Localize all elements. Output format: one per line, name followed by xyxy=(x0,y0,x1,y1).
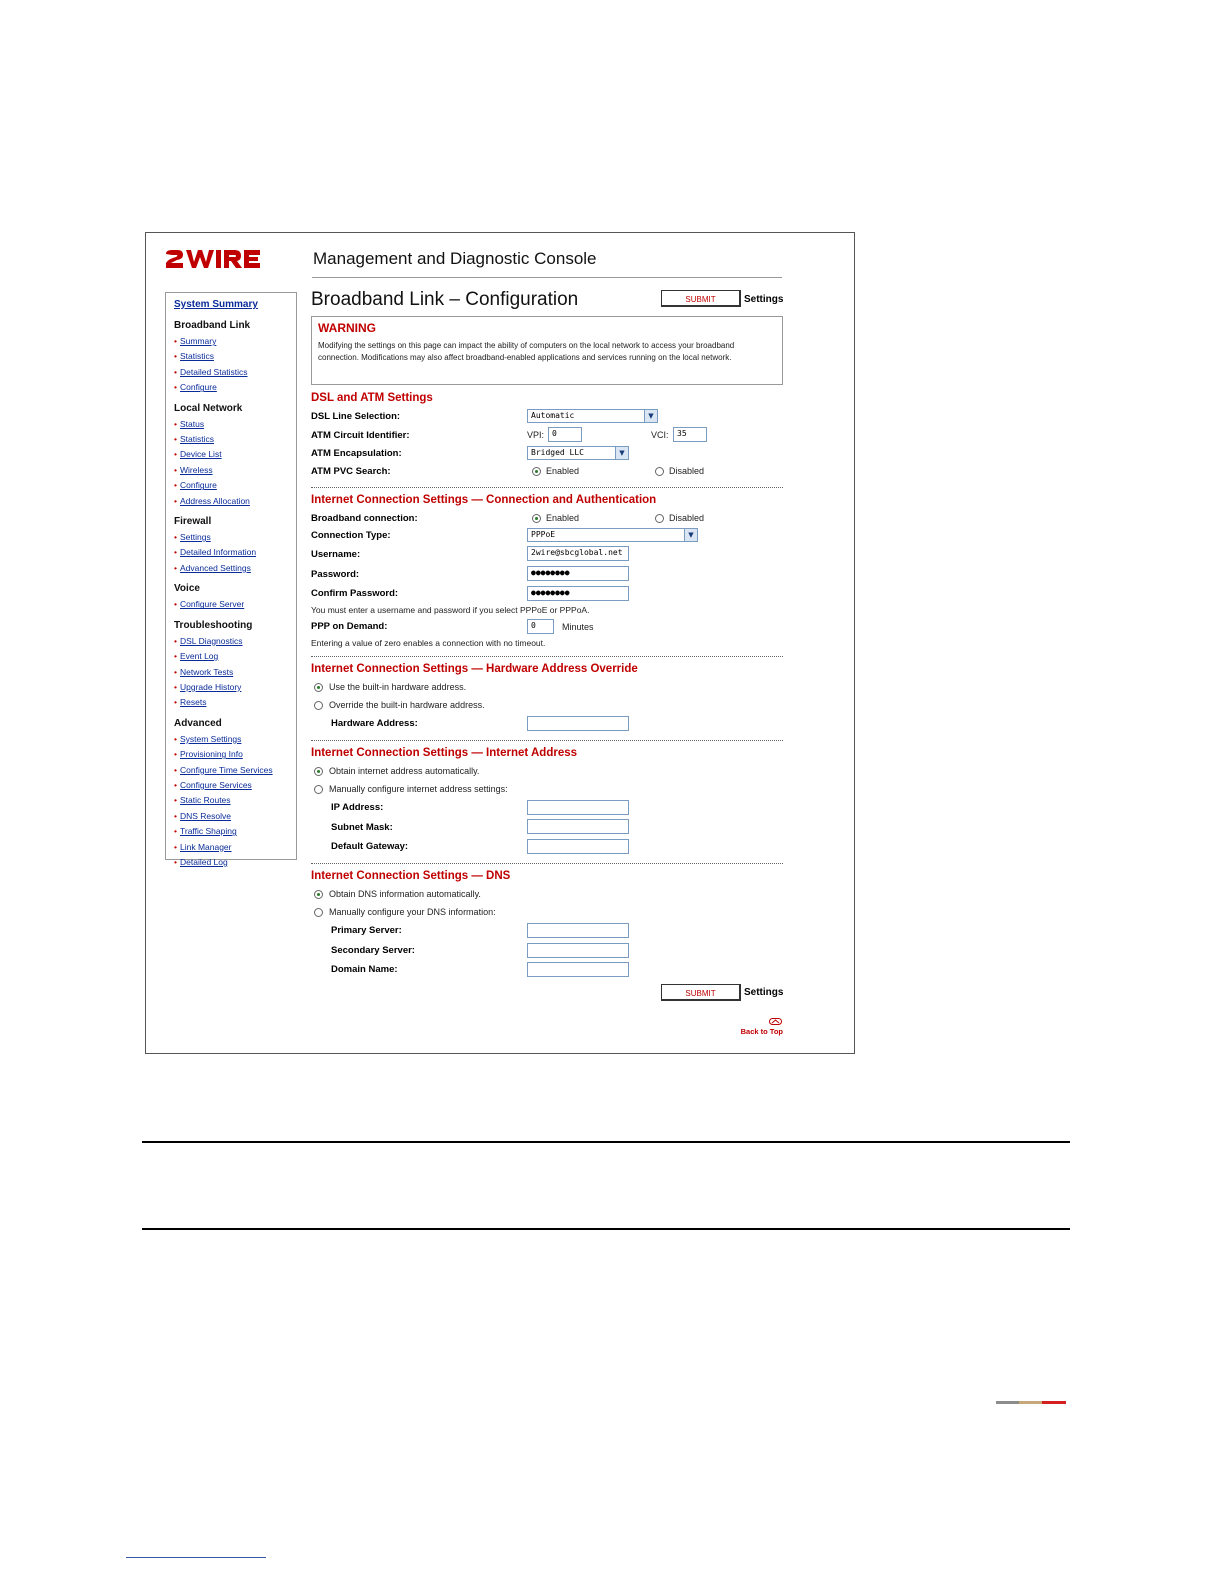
hw-address-label: Hardware Address: xyxy=(331,718,418,729)
ip-manual-label: Manually configure internet address settings: xyxy=(329,784,508,794)
sidebar-link-label: Network Tests xyxy=(179,666,234,677)
sidebar-link[interactable] xyxy=(174,334,296,349)
screenshot-frame xyxy=(145,232,855,1054)
ip-auto-radio[interactable] xyxy=(314,767,323,776)
atm-circuit-label: ATM Circuit Identifier: xyxy=(311,430,410,441)
sidebar-group xyxy=(174,516,296,576)
sidebar-group-title: Broadband Link xyxy=(174,320,251,331)
hw-override-label: Override the built-in hardware address. xyxy=(329,700,485,710)
sidebar-link[interactable] xyxy=(174,432,296,447)
sidebar-link-label: Wireless xyxy=(179,464,213,475)
sidebar-link[interactable] xyxy=(174,349,296,364)
sidebar-link[interactable] xyxy=(174,597,296,612)
sidebar-link-label: Upgrade History xyxy=(179,681,242,692)
sidebar-link[interactable] xyxy=(174,463,296,478)
connection-type-label: Connection Type: xyxy=(311,530,391,541)
sidebar-link[interactable] xyxy=(174,417,296,432)
header-divider xyxy=(312,277,782,278)
color-bar-tan xyxy=(1019,1401,1042,1404)
footer-link-underline[interactable] xyxy=(126,1557,266,1558)
bullet-icon: • xyxy=(174,366,177,377)
sidebar-link-label: Address Allocation xyxy=(179,495,250,506)
ip-address-input[interactable] xyxy=(527,800,629,815)
bullet-icon: • xyxy=(174,495,177,506)
sidebar-link-label: Status xyxy=(179,418,205,429)
section-divider xyxy=(311,656,783,657)
dns-manual-label: Manually configure your DNS information: xyxy=(329,907,496,917)
sidebar-link-label: Detailed Statistics xyxy=(179,366,248,377)
submit-button-bottom[interactable]: SUBMIT xyxy=(661,984,741,1001)
password-label: Password: xyxy=(311,569,360,580)
section-title-connection: Internet Connection Settings — Connection and Authentication xyxy=(311,494,657,506)
settings-label-bottom: Settings xyxy=(744,987,784,998)
warning-title: WARNING xyxy=(318,321,376,335)
sidebar-link-label: Advanced Settings xyxy=(179,562,251,573)
sidebar-link-label: Summary xyxy=(179,336,217,346)
atm-pvc-label: ATM PVC Search: xyxy=(311,466,391,477)
bullet-icon: • xyxy=(174,651,177,662)
sidebar-link-label: Configure Time Services xyxy=(179,764,273,775)
sidebar-link-label: Configure Services xyxy=(179,779,252,790)
sidebar-link[interactable] xyxy=(174,840,296,855)
sidebar-link[interactable] xyxy=(174,665,296,680)
vci-label: VCI: xyxy=(651,430,669,440)
bullet-icon: • xyxy=(174,336,177,346)
sidebar-link[interactable] xyxy=(174,365,296,380)
sidebar-link-label: Configure xyxy=(179,382,217,393)
sidebar-link[interactable] xyxy=(174,793,296,808)
bullet-icon: • xyxy=(174,733,177,744)
sidebar-link-label: Statistics xyxy=(179,351,214,362)
bullet-icon: • xyxy=(174,480,177,491)
username-input[interactable]: 2wire@sbcglobal.net xyxy=(527,546,629,561)
sidebar-link[interactable] xyxy=(174,380,296,395)
sidebar-link-label: System Settings xyxy=(179,733,242,744)
broadband-disabled-radio[interactable] xyxy=(655,514,664,523)
domain-name-label: Domain Name: xyxy=(331,964,398,975)
sidebar-group-title: Troubleshooting xyxy=(174,619,253,631)
timeout-note: Entering a value of zero enables a connection with no timeout. xyxy=(311,638,546,648)
connection-type-select[interactable] xyxy=(527,528,698,542)
section-title-hardware: Internet Connection Settings — Hardware Address Override xyxy=(311,663,638,675)
credentials-note: You must enter a username and password if you select PPPoE or PPPoA. xyxy=(311,605,590,615)
sidebar-link[interactable] xyxy=(174,732,296,747)
sidebar-link[interactable] xyxy=(174,680,296,695)
sidebar-link-label: Resets xyxy=(179,697,207,708)
section-title-dsl: DSL and ATM Settings xyxy=(311,392,433,404)
section-divider xyxy=(311,863,783,864)
section-title-dns: Internet Connection Settings — DNS xyxy=(311,870,511,882)
bullet-icon: • xyxy=(174,697,177,708)
back-to-top-icon[interactable] xyxy=(769,1018,782,1025)
broadband-connection-label: Broadband connection: xyxy=(311,513,418,524)
page-rule-bottom xyxy=(142,1228,1070,1230)
bullet-icon: • xyxy=(174,547,177,558)
bullet-icon: • xyxy=(174,681,177,692)
sidebar-link-label: Configure Server xyxy=(179,599,245,610)
bullet-icon: • xyxy=(174,635,177,646)
sidebar-link[interactable] xyxy=(174,561,296,576)
submit-button-top[interactable]: SUBMIT xyxy=(661,290,741,307)
chevron-down-icon: ▼ xyxy=(684,529,697,541)
dsl-line-value: Automatic xyxy=(531,411,575,420)
back-to-top-link[interactable]: Back to Top xyxy=(740,1027,783,1036)
bullet-icon: • xyxy=(174,382,177,393)
subnet-mask-input[interactable] xyxy=(527,819,629,834)
sidebar-nav xyxy=(165,292,297,867)
sidebar-link-label: Settings xyxy=(179,532,211,543)
sidebar-link-system-summary[interactable]: System Summary xyxy=(174,299,258,310)
ip-manual-radio[interactable] xyxy=(314,785,323,794)
section-title-internet-address: Internet Connection Settings — Internet Address xyxy=(311,747,578,759)
chevron-down-icon: ▼ xyxy=(644,410,657,422)
confirm-password-label: Confirm Password: xyxy=(311,588,399,599)
hw-address-input[interactable] xyxy=(527,716,629,731)
sidebar-link[interactable] xyxy=(174,447,296,462)
bullet-icon: • xyxy=(174,434,177,445)
bullet-icon: • xyxy=(174,795,177,806)
sidebar-link-label: Static Routes xyxy=(179,795,231,806)
confirm-password-input[interactable]: ●●●●●●●● xyxy=(527,586,629,601)
sidebar-link-label: DSL Diagnostics xyxy=(179,635,243,646)
sidebar-link-label: Link Manager xyxy=(179,841,232,852)
sidebar-link[interactable] xyxy=(174,778,296,793)
hw-override-radio[interactable] xyxy=(314,701,323,710)
sidebar-link[interactable] xyxy=(174,747,296,762)
vpi-label: VPI: xyxy=(527,430,545,440)
sidebar-link-label: Detailed Information xyxy=(179,547,257,558)
sidebar-link-label: Detailed Log xyxy=(179,856,228,867)
sidebar-link[interactable] xyxy=(174,809,296,824)
hw-builtin-label: Use the built-in hardware address. xyxy=(329,682,467,692)
bullet-icon: • xyxy=(174,666,177,677)
bullet-icon: • xyxy=(174,856,177,867)
connection-type-value: PPPoE xyxy=(531,530,556,539)
pvc-disabled-radio[interactable] xyxy=(655,467,664,476)
section-divider xyxy=(311,487,783,488)
sidebar-link-label: Event Log xyxy=(179,651,219,662)
dsl-line-select[interactable] xyxy=(527,409,658,423)
warning-box xyxy=(311,316,783,385)
sidebar-link-label: Device List xyxy=(179,449,222,460)
sidebar-link-label: DNS Resolve xyxy=(179,810,232,821)
bullet-icon: • xyxy=(174,418,177,429)
bullet-icon: • xyxy=(174,464,177,475)
sidebar-link-label: Configure xyxy=(179,480,217,491)
bullet-icon: • xyxy=(174,779,177,790)
settings-label-top: Settings xyxy=(744,294,784,305)
dns-auto-label: Obtain DNS information automatically. xyxy=(329,889,481,899)
bullet-icon: • xyxy=(174,351,177,362)
ip-auto-label: Obtain internet address automatically. xyxy=(329,766,480,776)
secondary-server-input[interactable] xyxy=(527,943,629,958)
sidebar-link[interactable] xyxy=(174,530,296,545)
sidebar-link[interactable] xyxy=(174,763,296,778)
color-bar-gray xyxy=(996,1401,1019,1404)
2wire-logo xyxy=(164,247,262,271)
username-label: Username: xyxy=(311,549,361,560)
sidebar-link[interactable] xyxy=(174,634,296,649)
dns-auto-radio[interactable] xyxy=(314,890,323,899)
primary-server-label: Primary Server: xyxy=(331,925,402,936)
default-gateway-input[interactable] xyxy=(527,839,629,854)
broadband-disabled-label: Disabled xyxy=(669,513,705,523)
sidebar-link-label: Traffic Shaping xyxy=(179,826,237,837)
pvc-disabled-label: Disabled xyxy=(669,466,705,476)
bullet-icon: • xyxy=(174,841,177,852)
bullet-icon: • xyxy=(174,449,177,460)
sidebar-groups xyxy=(174,320,296,870)
sidebar-link[interactable] xyxy=(174,695,296,710)
domain-name-input[interactable] xyxy=(527,962,629,977)
bullet-icon: • xyxy=(174,532,177,543)
bullet-icon: • xyxy=(174,764,177,775)
atm-encap-select[interactable] xyxy=(527,446,629,460)
sidebar-group xyxy=(174,620,296,711)
sidebar-group xyxy=(174,583,296,612)
default-gateway-label: Default Gateway: xyxy=(331,841,409,852)
secondary-server-label: Secondary Server: xyxy=(331,945,415,956)
subnet-mask-label: Subnet Mask: xyxy=(331,822,393,833)
sidebar-group-title: Local Network xyxy=(174,402,243,414)
pvc-enabled-label: Enabled xyxy=(546,466,580,476)
bullet-icon: • xyxy=(174,826,177,837)
ppp-demand-input[interactable]: 0 xyxy=(527,619,554,634)
atm-encap-label: ATM Encapsulation: xyxy=(311,448,402,459)
sidebar-group xyxy=(174,403,296,509)
bullet-icon: • xyxy=(174,562,177,573)
warning-text: Modifying the settings on this page can impact the ability of computers on the local network to access your broadband connection. Modifications may also affect broadband-enabled applications and services running on the local network. xyxy=(318,341,735,362)
minutes-label: Minutes xyxy=(562,622,594,632)
sidebar-link-label: Provisioning Info xyxy=(179,749,243,760)
color-bar-red xyxy=(1042,1401,1066,1404)
sidebar-group xyxy=(174,320,296,396)
footer-color-bar xyxy=(996,1401,1066,1404)
chevron-down-icon: ▼ xyxy=(615,447,628,459)
ppp-demand-label: PPP on Demand: xyxy=(311,621,388,632)
sidebar-link[interactable] xyxy=(174,855,296,870)
primary-server-input[interactable] xyxy=(527,923,629,938)
vpi-input[interactable]: 0 xyxy=(548,427,582,442)
sidebar-link[interactable] xyxy=(174,545,296,560)
page-title: Broadband Link – Configuration xyxy=(311,289,579,310)
page-rule-top xyxy=(142,1141,1070,1143)
sidebar-link[interactable] xyxy=(174,824,296,839)
sidebar-link-label: Statistics xyxy=(179,434,214,445)
bullet-icon: • xyxy=(174,810,177,821)
sidebar-link[interactable] xyxy=(174,494,296,509)
ip-address-label: IP Address: xyxy=(331,802,384,813)
section-divider xyxy=(311,740,783,741)
broadband-enabled-radio[interactable] xyxy=(532,514,541,523)
sidebar-link[interactable] xyxy=(174,649,296,664)
atm-encap-value: Bridged LLC xyxy=(531,448,584,457)
broadband-enabled-label: Enabled xyxy=(546,513,580,523)
console-title: Management and Diagnostic Console xyxy=(313,249,597,268)
password-input[interactable]: ●●●●●●●● xyxy=(527,566,629,581)
sidebar-group-title: Advanced xyxy=(174,717,222,729)
hw-builtin-radio[interactable] xyxy=(314,683,323,692)
sidebar-link[interactable] xyxy=(174,478,296,493)
dns-manual-radio[interactable] xyxy=(314,908,323,917)
sidebar-group-title: Voice xyxy=(174,583,200,595)
sidebar-group-title: Firewall xyxy=(174,516,212,528)
bullet-icon: • xyxy=(174,749,177,760)
vci-input[interactable]: 35 xyxy=(673,427,707,442)
bullet-icon: • xyxy=(174,599,177,610)
pvc-enabled-radio[interactable] xyxy=(532,467,541,476)
sidebar-group xyxy=(174,718,296,871)
dsl-line-label: DSL Line Selection: xyxy=(311,411,401,422)
